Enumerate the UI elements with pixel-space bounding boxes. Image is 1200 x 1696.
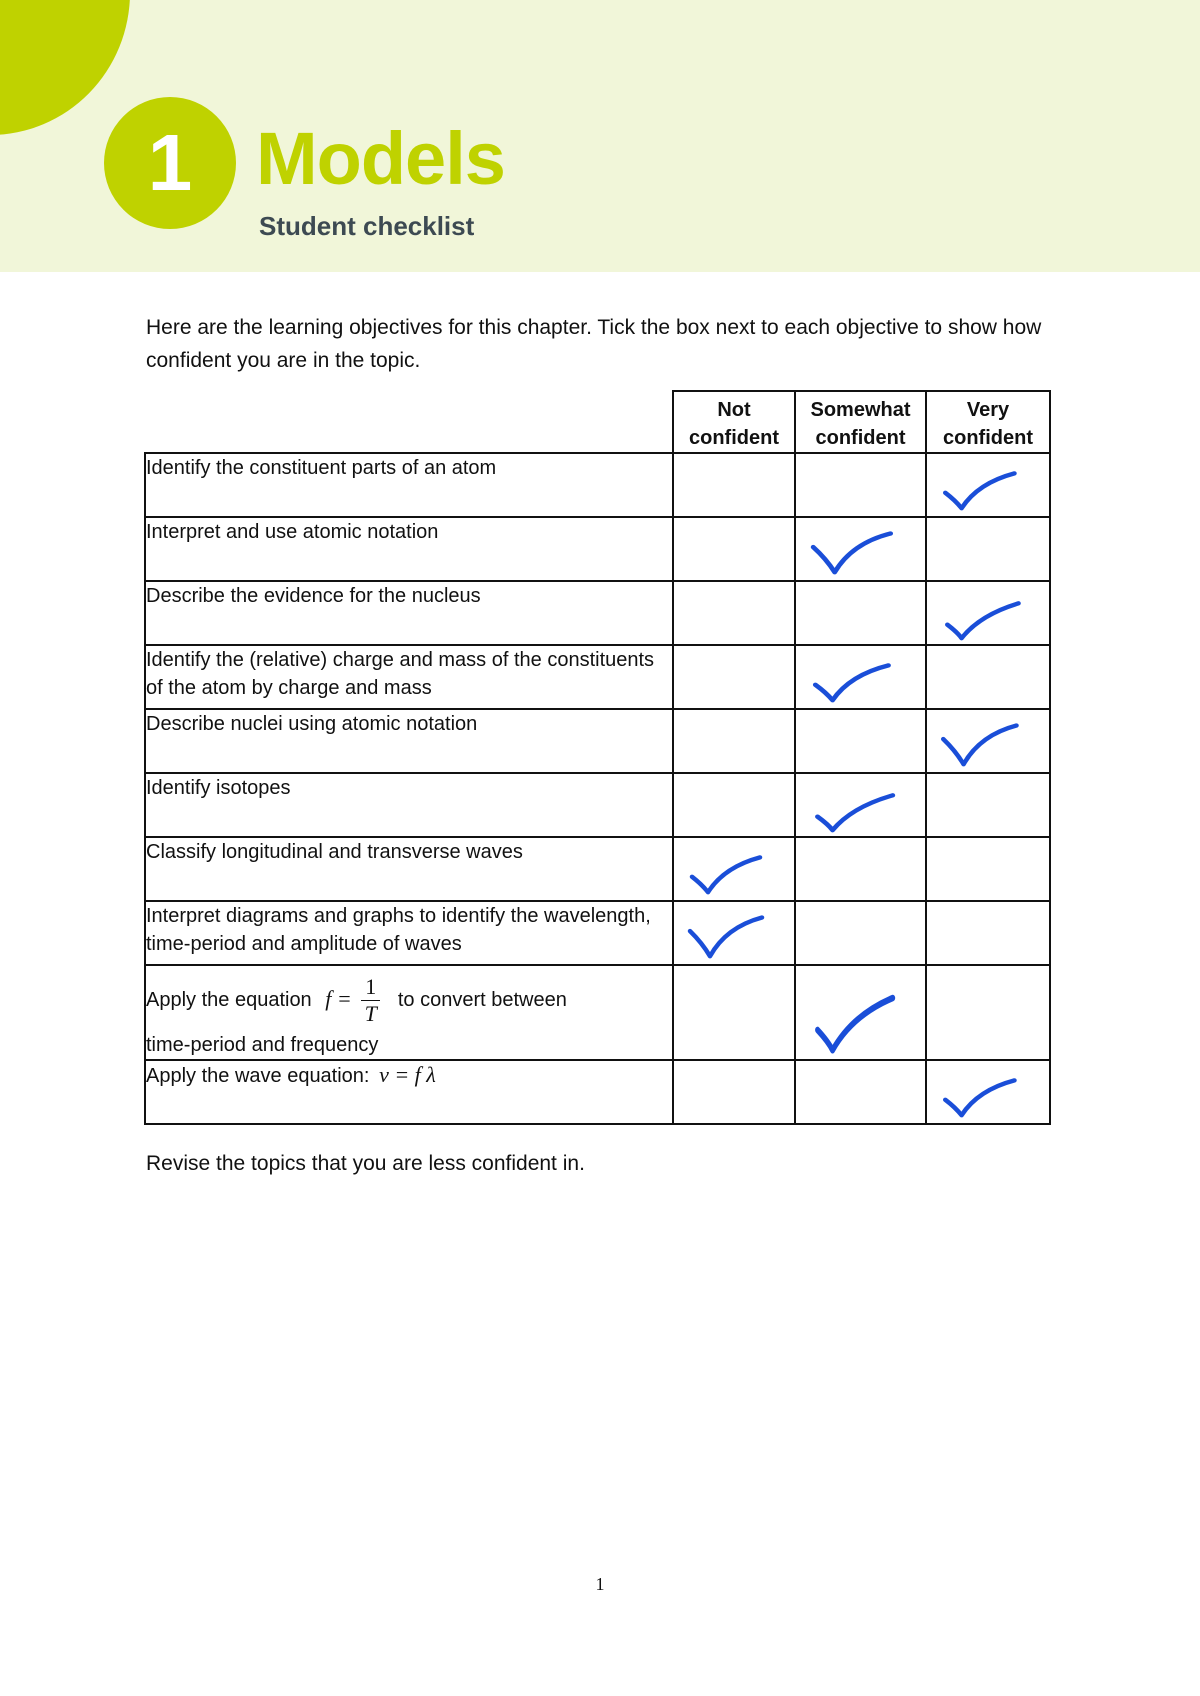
table-row: [145, 965, 1050, 1060]
intro-text: Here are the learning objectives for this chapter. Tick the box next to each objective to show how confident you are in the topic.: [146, 316, 1042, 372]
tick-stroke: [945, 473, 1014, 508]
checkbox-somewhat-confident[interactable]: [795, 645, 926, 709]
objective-cell: Describe nuclei using atomic notation: [145, 709, 673, 773]
objective-cell-equation: [145, 965, 673, 1060]
equation-lhs: f =: [325, 985, 352, 1011]
objective-text: to convert between: [397, 988, 567, 1011]
checkbox-not-confident[interactable]: [673, 837, 795, 901]
tick-icon: [796, 646, 925, 708]
checkbox-somewhat-confident[interactable]: [795, 773, 926, 837]
table-header-row: [145, 391, 1050, 453]
checkbox-very-confident[interactable]: [926, 773, 1050, 837]
objective-text: Apply the equation: [146, 988, 312, 1011]
tick-icon: [674, 838, 794, 900]
column-header-line: confident: [943, 427, 1033, 449]
table-row: [145, 901, 1050, 965]
column-header-somewhat-confident: [795, 391, 926, 453]
checkbox-not-confident[interactable]: [673, 709, 795, 773]
checkbox-somewhat-confident[interactable]: [795, 581, 926, 645]
checkbox-not-confident[interactable]: [673, 901, 795, 965]
table-row: [145, 709, 1050, 773]
fraction-numerator: 1: [361, 976, 380, 1001]
tick-icon: [674, 902, 794, 964]
objective-text-line2: time-period and frequency: [146, 1034, 379, 1056]
objective-cell: Identify isotopes: [145, 773, 673, 837]
tick-icon: [796, 966, 925, 1059]
column-header-line: confident: [815, 427, 906, 449]
checkbox-not-confident[interactable]: [673, 453, 795, 517]
chapter-title: Models: [256, 117, 505, 200]
objective-text: Apply the wave equation:: [146, 1065, 370, 1087]
chapter-subtitle: Student checklist: [259, 211, 475, 241]
checkbox-somewhat-confident[interactable]: [795, 1060, 926, 1124]
tick-stroke: [947, 603, 1018, 638]
checkbox-very-confident[interactable]: [926, 901, 1050, 965]
tick-stroke: [818, 795, 893, 830]
checkbox-very-confident[interactable]: [926, 581, 1050, 645]
checkbox-very-confident[interactable]: [926, 1060, 1050, 1124]
tick-stroke: [943, 726, 1016, 765]
tick-icon: [796, 774, 925, 836]
checkbox-very-confident[interactable]: [926, 517, 1050, 581]
checkbox-somewhat-confident[interactable]: [795, 517, 926, 581]
table-row: [145, 1060, 1050, 1124]
table-row: [145, 453, 1050, 517]
tick-icon: [927, 582, 1049, 644]
checkbox-not-confident[interactable]: [673, 645, 795, 709]
table-row: [145, 517, 1050, 581]
objectives-table: [144, 390, 1051, 1125]
objective-cell: Describe the evidence for the nucleus: [145, 581, 673, 645]
objective-cell-equation: [145, 1060, 673, 1124]
objective-cell: Classify longitudinal and transverse waves: [145, 837, 673, 901]
tick-icon: [927, 1061, 1049, 1123]
checkbox-very-confident[interactable]: [926, 965, 1050, 1060]
objective-cell: Identify the constituent parts of an atom: [145, 453, 673, 517]
checkbox-not-confident[interactable]: [673, 581, 795, 645]
chapter-number-badge: [104, 97, 236, 229]
fraction-denominator: T: [364, 1001, 377, 1026]
tick-stroke: [815, 665, 888, 700]
table-row: [145, 581, 1050, 645]
revise-note: Revise the topics that you are less confident in.: [146, 1152, 585, 1175]
column-header-not-confident: [673, 391, 795, 453]
tick-stroke: [690, 918, 762, 957]
checkbox-not-confident[interactable]: [673, 1060, 795, 1124]
page-number: 1: [595, 1574, 605, 1594]
objective-cell: Interpret diagrams and graphs to identify the wavelength, time-period and amplitude of waves: [145, 901, 673, 965]
tick-stroke: [818, 998, 893, 1050]
checkbox-very-confident[interactable]: [926, 709, 1050, 773]
tick-icon: [796, 518, 925, 580]
equation-fraction: [361, 976, 380, 1025]
tick-icon: [927, 710, 1049, 772]
wave-equation: v = f λ: [379, 1062, 436, 1087]
checkbox-very-confident[interactable]: [926, 645, 1050, 709]
chapter-number: 1: [147, 118, 193, 207]
header-blank-cell: [145, 391, 673, 453]
checkbox-somewhat-confident[interactable]: [795, 901, 926, 965]
checkbox-somewhat-confident[interactable]: [795, 965, 926, 1060]
checkbox-somewhat-confident[interactable]: [795, 453, 926, 517]
checkbox-somewhat-confident[interactable]: [795, 837, 926, 901]
checkbox-not-confident[interactable]: [673, 517, 795, 581]
column-header-line: Not: [717, 399, 751, 421]
tick-stroke: [813, 534, 890, 573]
checkbox-very-confident[interactable]: [926, 453, 1050, 517]
column-header-very-confident: [926, 391, 1050, 453]
objective-cell: Identify the (relative) charge and mass of the constituents of the atom by charge and mass: [145, 645, 673, 709]
objective-cell: Interpret and use atomic notation: [145, 517, 673, 581]
column-header-line: Very: [966, 399, 1010, 421]
checkbox-not-confident[interactable]: [673, 773, 795, 837]
column-header-line: confident: [689, 427, 779, 449]
table-row: [145, 773, 1050, 837]
checkbox-somewhat-confident[interactable]: [795, 709, 926, 773]
table-row: [145, 645, 1050, 709]
checkbox-not-confident[interactable]: [673, 965, 795, 1060]
table-row: [145, 837, 1050, 901]
tick-stroke: [692, 857, 760, 892]
tick-icon: [927, 454, 1049, 516]
tick-stroke: [945, 1080, 1014, 1115]
column-header-line: Somewhat: [810, 399, 911, 421]
checkbox-very-confident[interactable]: [926, 837, 1050, 901]
